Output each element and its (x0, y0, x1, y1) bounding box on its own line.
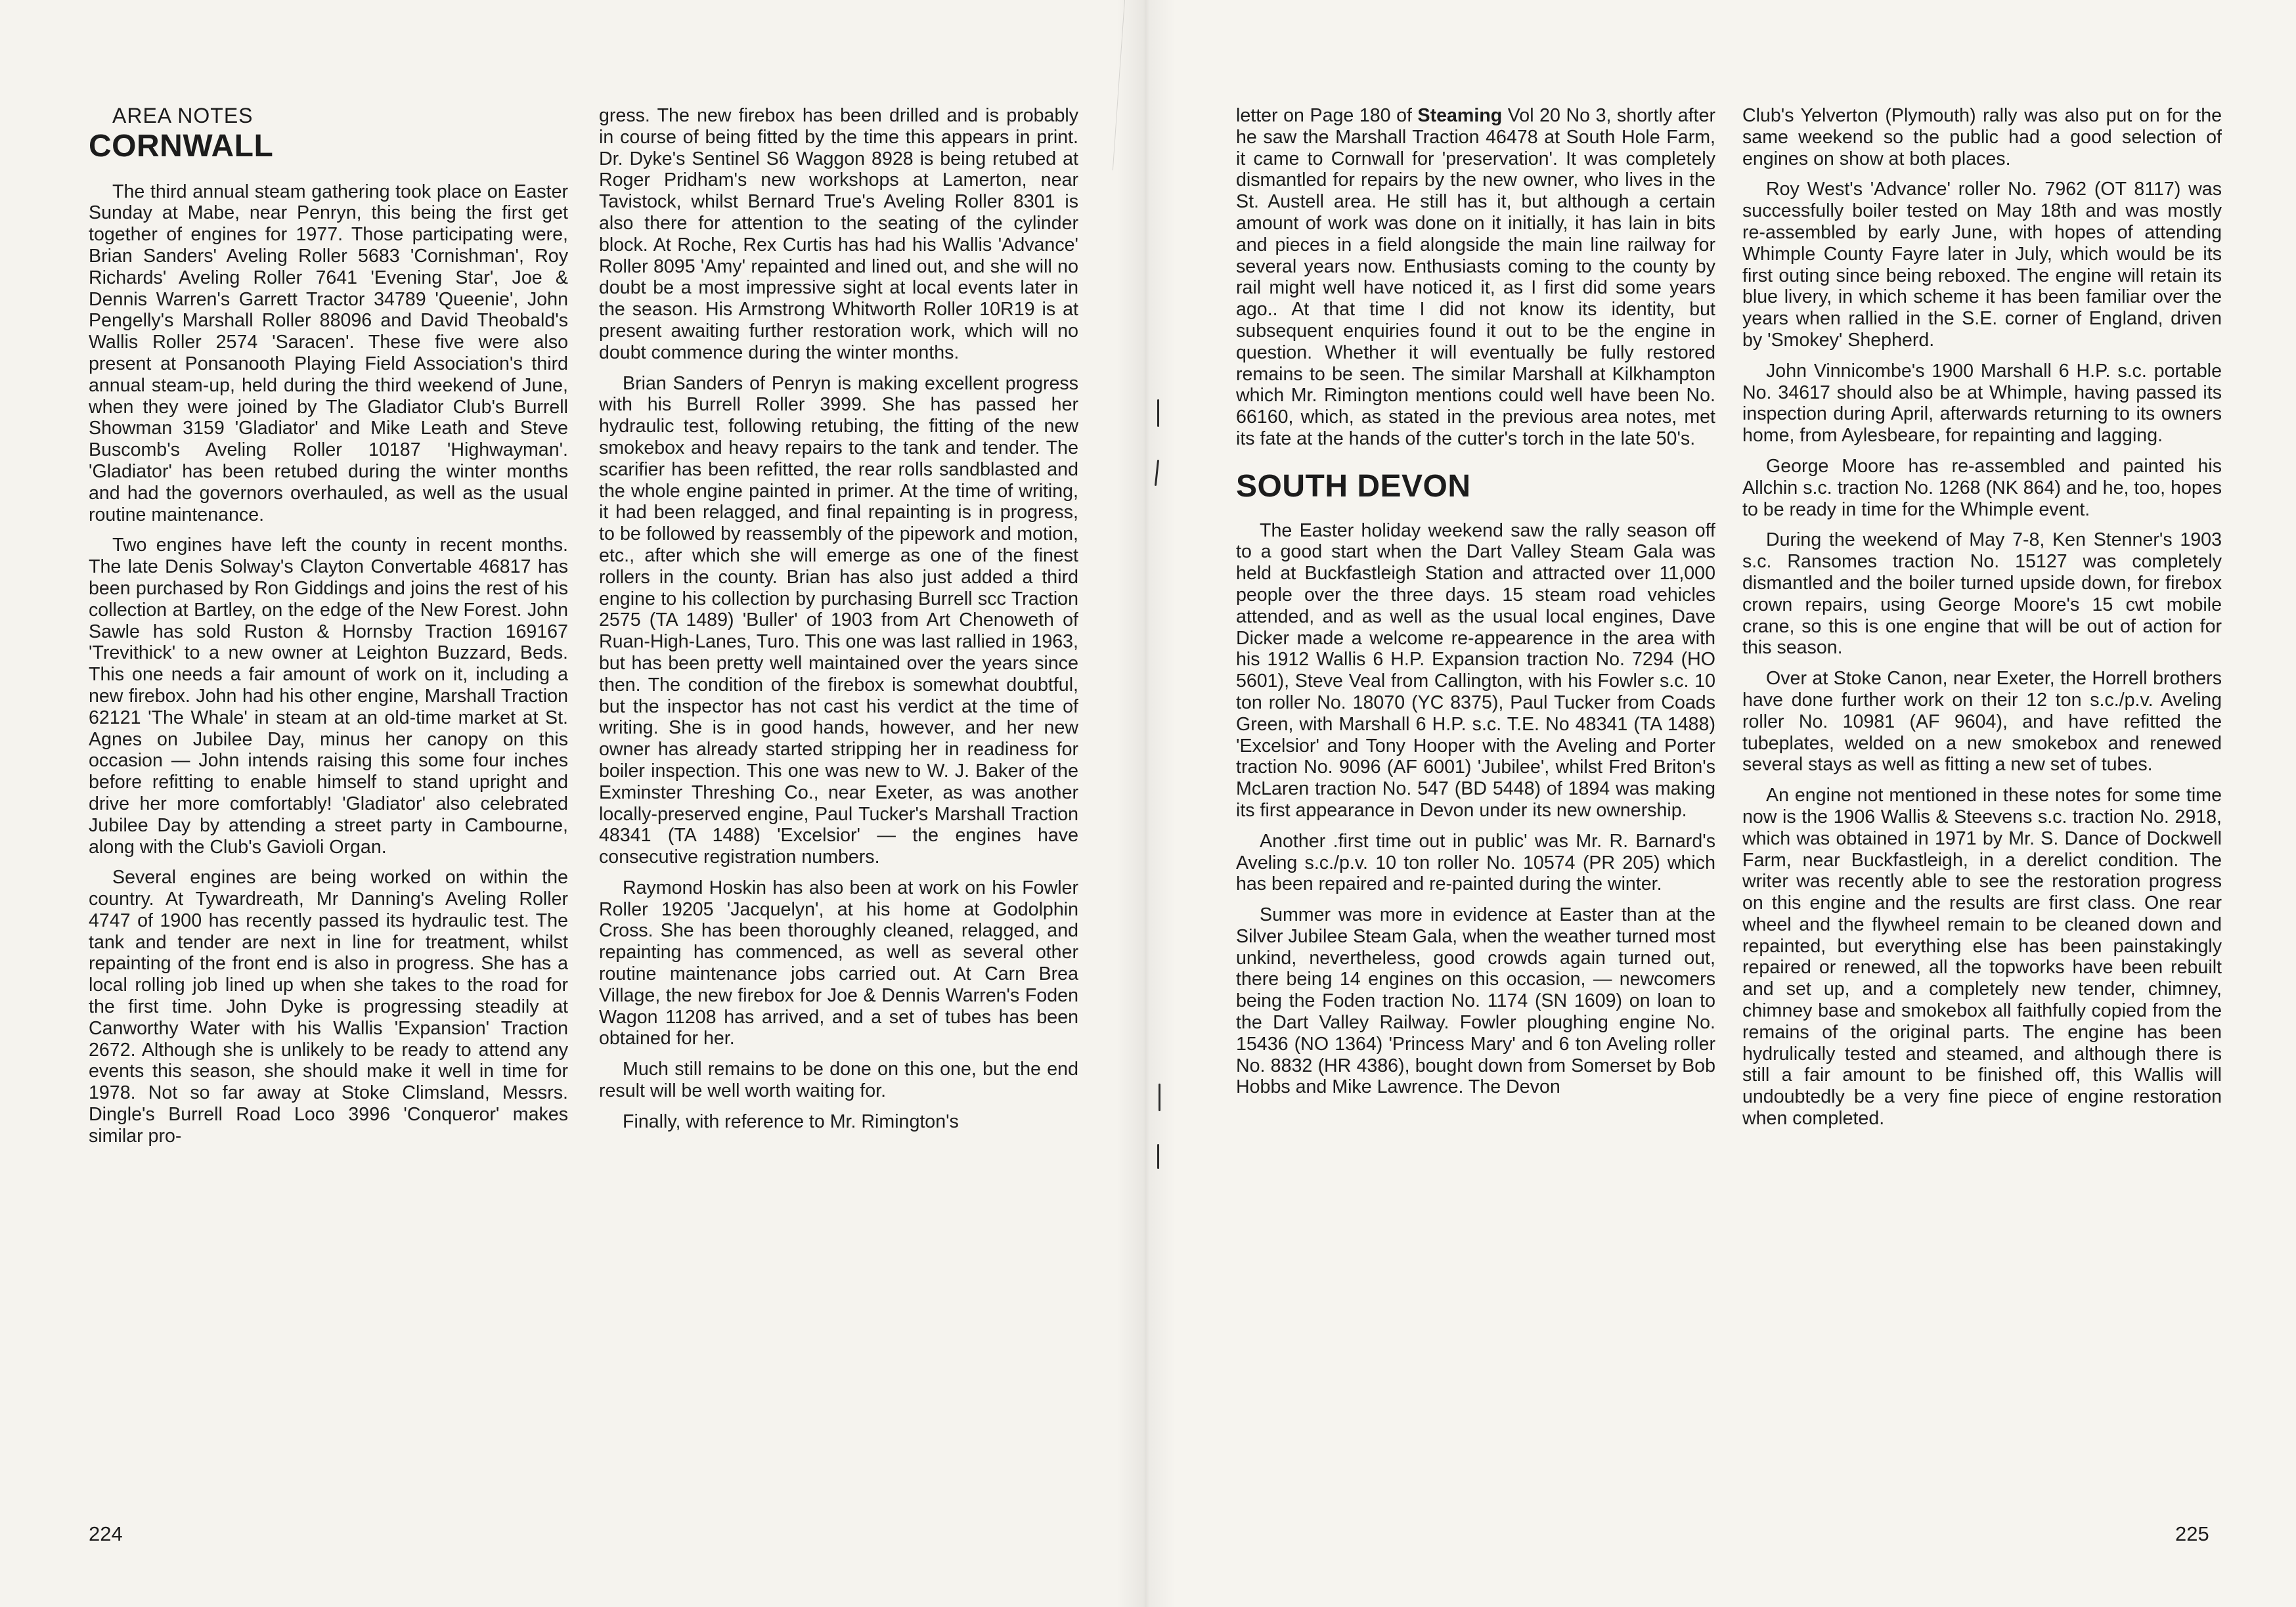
section-label: AREA NOTES (112, 104, 254, 127)
paragraph: Summer was more in evidence at Easter than at the Silver Jubilee Steam Gala, when the weather turned most unkind, nevertheless, good crowds again turned out, there being 14 engines on this occasion, — newcomers being the Foden traction No. 1174 (SN 1609) on loan to the Dart Valley Railway. Fowler ploughing engine No. 15436 (NO 1364) 'Princess Mary' and 6 ton Aveling roller No. 8832 (HR 4386), bought down from Somerset by Bob Hobbs and Mike Lawrence. The Devon (1236, 904, 1715, 1098)
paragraph: The third annual steam gathering took place on Easter Sunday at Mabe, near Penryn, this being the first get together of engines for 1977. Those participating were, Brian Sanders' Aveling Roller 5683 'Cornishman', Roy Richards' Aveling Roller 7641 'Evening Star', Joe & Dennis Warren's Garrett Tractor 34789 'Queenie', John Pengelly's Marshall Roller 88096 and David Theobald's Wallis Roller 2574 'Saracen'. These five were also present at Ponsanooth Playing Field Association's third annual steam-up, held during the third weekend of June, when they were joined by The Gladiator Club's Burrell Showman 3159 'Gladiator' and Mike Leath and Steve Buscomb's Aveling Roller 10187 'Highwayman'. 'Gladiator' has been retubed during the winter months and had the governors overhauled, as well as the usual routine maintenance. (89, 181, 568, 525)
right-column-1 (1236, 105, 1715, 1107)
paragraph (1236, 105, 1715, 450)
paragraph: John Vinnicombe's 1900 Marshall 6 H.P. s.c. portable No. 34617 should also be at Whimple, having passed its inspection during April, afterwards returning to its owners home, from Aylesbeare, for repainting and lagging. (1742, 360, 2222, 447)
left-page (0, 0, 1146, 1607)
paragraph: Much still remains to be done on this one, but the end result will be well worth waiting for. (599, 1059, 1078, 1102)
paragraph: Two engines have left the county in recent months. The late Denis Solway's Clayton Convertable 46817 has been purchased by Ron Giddings and joins the rest of his collection at Bartley, on the edge of the New Forest. John Sawle has sold Ruston & Hornsby Traction 169167 'Trevithick' to a new owner at Leighton Buzzard, Beds. This one needs a fair amount of work on it, including a new firebox. John had his other engine, Marshall Traction 62121 'The Whale' in steam at an old-time market at St. Agnes on Jubilee Day, minus her canopy on this occasion — John intends raising this some four inches before refitting to enable himself to stand upright and drive her more comfortably! 'Gladiator' also celebrated Jubilee Day by attending a street party in Cambourne, along with the Club's Gavioli Organ. (89, 535, 568, 858)
right-column-2 (1742, 105, 2222, 1139)
page-number-left: 224 (89, 1522, 123, 1545)
paragraph: George Moore has re-assembled and painted his Allchin s.c. traction No. 1268 (NK 864) and he, too, hopes to be ready in time for the Whimple event. (1742, 455, 2222, 520)
paragraph: Finally, with reference to Mr. Rimington's (623, 1111, 959, 1132)
paragraph: Club's Yelverton (Plymouth) rally was also put on for the same weekend so the public had a good selection of engines on show at both places. (1742, 105, 2222, 169)
paragraph: Several engines are being worked on within the country. At Tywardreath, Mr Danning's Aveling Roller 4747 of 1900 has recently passed its hydraulic test. The tank and tender are next in line for treatment, whilst repainting of the front end is also in progress. She has a local rolling job lined up when she takes to the road for the first time. John Dyke is progressing steadily at Canworthy Water with his Wallis 'Expansion' Traction 2672. Although she is unlikely to be ready to attend any events this season, she should make it well in time for 1978. Not so far away at Stoke Climsland, Messrs. Dingle's Burrell Road Loco 3996 'Conqueror' makes similar pro- (89, 867, 568, 1147)
page-number-right: 225 (2175, 1522, 2209, 1545)
paragraph: Another .first time out in public' was Mr. R. Barnard's Aveling s.c./p.v. 10 ton roller No. 10574 (PR 205) which has been repaired and re-painted during the winter. (1236, 830, 1715, 895)
left-column-2 (599, 105, 1078, 1142)
paragraph: An engine not mentioned in these notes for some time now is the 1906 Wallis & Steevens s.c. traction No. 2918, which was obtained in 1971 by Mr. S. Dance of Dockwell Farm, near Buckfastleigh, in a derelict condition. The writer was recently able to see the restoration progress on this engine and the results are first class. One rear wheel and the flywheel remain to be cleaned down and repainted, but everything else has been painstakingly repaired or renewed, all the topworks have been rebuilt and set up, and a completely new tender, chimney, chimney base and smokebox all faithfully copied from the remains of the original parts. The engine has been hydrulically tested and steamed, and although there is still a fair amount to be finished off, this Wallis will undoubtedly be a very fine piece of engine restoration when completed. (1742, 785, 2222, 1130)
margin-mark (1157, 1144, 1159, 1169)
south-devon-heading: SOUTH DEVON (1236, 468, 1471, 504)
paragraph: Raymond Hoskin has also been at work on his Fowler Roller 19205 'Jacquelyn', at his home at Godolphin Cross. She has been thoroughly cleaned, relagged, and repainting has commenced, as well as several other routine maintenance jobs carried out. At Carn Brea Village, the new firebox for Joe & Dennis Warren's Foden Wagon 11208 has arrived, and a set of tubes has been obtained for her. (599, 877, 1078, 1049)
text-run: Vol 20 No 3, shortly after he saw the Marshall Traction 46478 at South Hole Farm, it came to Cornwall for 'preservation'. It was completely dismantled for repairs by the new owner, who lives in the St. Austell area. He still has it, but although a certain amount of work was done on it initially, it has lain in bits and pieces in a field alongside the main line railway for several years now. Enthusiasts coming to the county by rail might well have noticed it, as I first did some years ago.. At that time I did not know its identity, but subsequent enquiries found it out to be the engine in question. Whether it will eventually be fully restored remains to be seen. The similar Marshall at Kilkhampton which Mr. Rimington mentions could well have been No. 66160, which, as stated in the previous area notes, met its fate at the hands of the cutter's torch in the late 50's. (1236, 105, 1715, 449)
cornwall-heading: CORNWALL (89, 128, 274, 164)
paragraph: During the weekend of May 7-8, Ken Stenner's 1903 s.c. Ransomes traction No. 15127 was completely dismantled and the boiler turned upside down, for firebox crown repairs, using George Moore's 15 cwt mobile crane, so this is one engine that will be out of action for this season. (1742, 529, 2222, 659)
left-column-1 (89, 105, 568, 1156)
margin-mark (1157, 399, 1159, 427)
magazine-title: Steaming (1417, 105, 1503, 126)
margin-mark (1159, 1084, 1160, 1111)
text-run: letter on Page 180 of (1236, 105, 1418, 126)
paragraph: gress. The new firebox has been drilled and is probably in course of being fitted by the time this appears in print. Dr. Dyke's Sentinel S6 Waggon 8928 is being retubed at Roger Pridham's new workshops at Lamerton, near Tavistock, whilst Bernard True's Aveling Roller 8301 is also there for attention to the seating of the cylinder block. At Roche, Rex Curtis has had his Wallis 'Advance' Roller 8095 'Amy' repainted and lined out, and she will no doubt be a most impressive sight at local events later in the season. His Armstrong Whitworth Roller 10R19 is at present awaiting further restoration work, which will no doubt commence during the winter months. (599, 105, 1078, 363)
page-gutter (1116, 0, 1176, 1607)
paragraph: The Easter holiday weekend saw the rally season off to a good start when the Dart Valley Steam Gala was held at Buckfastleigh Station and attracted over 11,000 people over the three days. 15 steam road vehicles attended, and as well as the usual local engines, Dave Dicker made a welcome re-appearence in the area with his 1912 Wallis 6 H.P. Expansion traction No. 7294 (HO 5601), Steve Veal from Callington, with his Fowler s.c. 10 ton roller No. 18070 (YC 8375), Paul Tucker from Coads Green, with Marshall 6 H.P. s.c. T.E. No 48341 (TA 1488) 'Excelsior' and Tony Hooper with the Aveling and Porter traction No. 9096 (AF 6001) 'Jubilee', whilst Fred Briton's McLaren traction No. 547 (BD 5448) of 1894 was making its first appearance in Devon under its new ownership. (1236, 519, 1715, 821)
paragraph: Roy West's 'Advance' roller No. 7962 (OT 8117) was successfully boiler tested on May 18th and was mostly re-assembled by early June, with hopes of attending Whimple County Fayre later in July, which would be its first outing since being reboxed. The engine will retain its blue livery, in which scheme it has been familiar over the years when rallied in the S.E. corner of England, driven by 'Smokey' Shepherd. (1742, 179, 2222, 351)
paragraph: Brian Sanders of Penryn is making excellent progress with his Burrell Roller 3999. She has passed her hydraulic test, following retubing, the fitting of the new smokebox and heavy repairs to the tank and tender. The scarifier has been refitted, the rear rolls sandblasted and the whole engine painted in primer. At the time of writing, it had been relagged, and final repainting is in progress, to be followed by reassembly of the pipework and motion, etc., after which she will emerge as one of the finest rollers in the county. Brian has also just added a third engine to his collection by purchasing Burrell scc Traction 2575 (TA 1489) 'Buller' of 1903 from Art Chenoweth of Ruan-High-Lanes, Turo. This one was last rallied in 1963, but has been pretty well maintained over the years since then. The condition of the firebox is somewhat doubtful, but the inspector has not cast his verdict at the time of writing. She is in good hands, however, and her new owner has already started stripping her in readiness for boiler inspection. This one was new to W. J. Baker of the Exminster Threshing Co., near Exeter, as was another locally-preserved engine, Paul Tucker's Marshall Traction 48341 (TA 1488) 'Excelsior' — the engines have consecutive registration numbers. (599, 372, 1078, 868)
paragraph: Over at Stoke Canon, near Exeter, the Horrell brothers have done further work on their 12 ton s.c./p.v. Aveling roller No. 10981 (AF 9604), and have refitted the tubeplates, welded on a new smokebox and renewed several stays as well as fitting a new set of tubes. (1742, 668, 2222, 776)
